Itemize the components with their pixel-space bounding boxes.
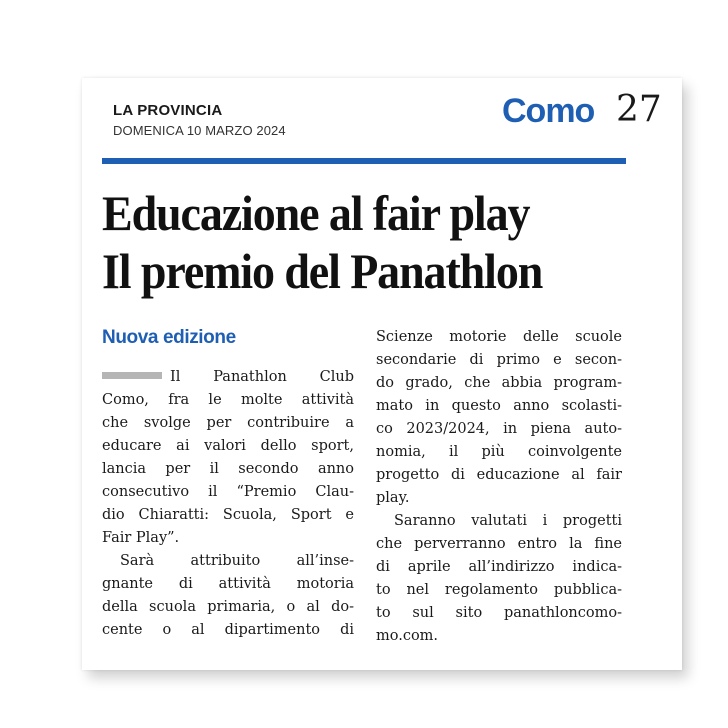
body-line: lancia per il secondo anno [102,461,354,477]
body-line: mo.com. [376,628,439,644]
body-line: gnante di attività motoria [102,576,354,592]
headline-line: Il premio del Panathlon [102,243,543,299]
body-line: Saranno valutati i progetti [394,513,622,529]
body-line: to nel regolamento pubblica- [376,582,622,598]
body-line: co 2023/2024, in piena auto- [376,421,622,437]
article-column-right [376,326,622,648]
body-line: consecutivo il “Premio Clau- [102,484,354,500]
headline [102,184,617,300]
newspaper-name: LA PROVINCIA [113,102,223,119]
body-line: di aprile all’indirizzo indica- [376,559,622,575]
lead-marker [102,372,162,379]
body-line: mato in questo anno scolasti- [376,398,622,414]
body-line: Como, fra le molte attività [102,392,354,408]
body-line: secondarie di primo e secon- [376,352,622,368]
body-line: dio Chiaratti: Scuola, Sport e [102,507,354,523]
section-rule [102,158,626,164]
body-line: che perverranno entro la fine [376,536,622,552]
body-line: Il Panathlon Club [102,366,354,389]
body-line: nomia, il più coinvolgente [376,444,622,460]
body-line: Sarà attribuito all’inse- [120,553,354,569]
article-column-left [102,366,354,642]
body-line: che svolge per contribuire a [102,415,354,431]
body-line: Fair Play”. [102,530,180,546]
publication-date: DOMENICA 10 MARZO 2024 [113,123,286,138]
body-line: do grado, che abbia program- [376,375,622,391]
body-line: educare ai valori dello sport, [102,438,354,454]
body-line: to sul sito panathloncomo- [376,605,622,621]
body-line: progetto di educazione al fair [376,467,622,483]
headline-line: Educazione al fair play [102,185,530,241]
body-line: cente o al dipartimento di [102,622,354,638]
kicker: Nuova edizione [102,327,236,348]
newspaper-clipping [82,78,682,670]
body-line: Scienze motorie delle scuole [376,329,622,345]
section-name: Como [502,92,595,130]
body-line: della scuola primaria, o al do- [102,599,354,615]
body-line: play. [376,490,410,506]
page-number: 27 [616,89,662,130]
